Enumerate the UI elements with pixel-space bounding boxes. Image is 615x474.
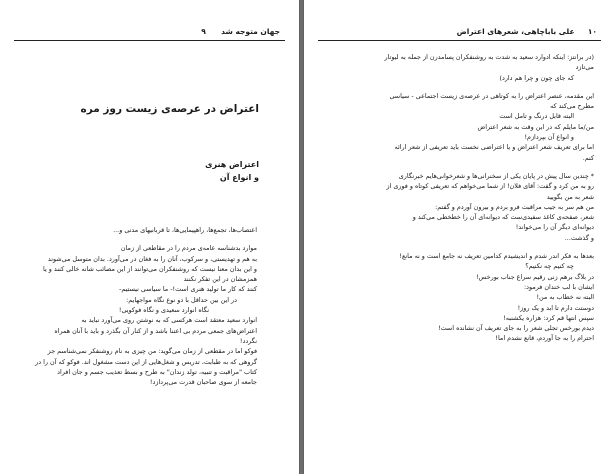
left-page	[0, 0, 299, 474]
running-header-title: جهان متوجه شد	[221, 27, 280, 36]
text-line: همزمشان در این تفکر نکنند	[183, 275, 257, 284]
right-page	[304, 0, 615, 474]
page-number: ۹	[201, 27, 206, 36]
text-line: چه کنیم چه نکنیم؟	[525, 262, 574, 271]
text-line: اعتراض‌های جمعی مردم بی اعتنا باشد و از کنار آن بگذرد و باید با آنان همراه	[54, 326, 257, 335]
text-line: کتاب "مراقبت و تنبیه، تولد زندان" به طرح و بسط تعذیب جسم و جان افراد	[57, 367, 257, 376]
text-line: نگردد!	[239, 336, 257, 345]
text-line: به هم و تهدیستی، و سرکوب، آنان را به فغان در می‌آورد. بدان متوسل می‌شوند	[47, 254, 257, 263]
text-line: می‌تازد	[575, 63, 594, 72]
section-subtitle: و انواع آن	[219, 173, 259, 182]
text-line: گروهی که به طبابت، تدریس و شغل‌هایی از این دست مشغول اند. فوکو که آن را در	[35, 357, 257, 366]
text-line: فوکو اما در مقطعی از زمان می‌گوید: من چیزی به نام روشنفکر نمی‌شناسم جز	[47, 347, 257, 356]
text-line: اما برای تعریف شعر اعتراض و یا اعتراضی نخست باید تعریفی از شعر ارائه	[394, 143, 594, 152]
body-text	[324, 52, 594, 344]
text-line: نگاه انوارد سعیدی و نگاه فوکویی!	[118, 306, 209, 315]
chapter-title: اعتراض در عرصه‌ی زیست روز مره	[80, 103, 259, 115]
text-line: بعدها به فکر اندر شدم و اندیشیدم کدامین تعریف نه جامع است و نه مانع!	[399, 252, 594, 261]
text-line: البته نه خطاب به من!	[536, 293, 594, 302]
text-line: رو به من کرد و گفت: آقای فلان! از شما می‌خواهم که تعریفی کوتاه و فوری از	[386, 182, 594, 191]
text-line: در بلاگ برهم زنی رقیم سراغ جناب بورخس!	[475, 272, 594, 281]
text-line: دیوانه‌ای دیگر آن را می‌خواند!	[515, 223, 594, 232]
text-line: اعتصاب‌ها، تجمع‌ها، راهپیمایی‌ها، تا قربانیهای مدنی و...	[113, 226, 257, 234]
text-line: و این بدان معنا نیست که روشنفکران می‌توانند از این مصائب شانه خالی کنند و یا	[43, 264, 257, 273]
text-line: شعر به من بگویید	[546, 192, 594, 201]
text-line: کنم.	[582, 153, 594, 162]
running-header	[457, 27, 597, 36]
header-rule	[14, 40, 285, 41]
text-line: من/ما مایلم که در این وقت به شعر اعتراض	[477, 122, 594, 131]
section-title: اعتراض هنری	[205, 160, 259, 169]
text-line: من هم سر به جیب مراقبت فرو بردم و بیرون آوردم و گفتم:	[435, 202, 594, 211]
text-line: البته قابل درنگ و تامل است	[499, 112, 574, 121]
text-line: (در برانتز: اینکه ادوارد سعید به شدت به روشنفکران پسامدرن از جمله به لیوتار	[384, 53, 594, 61]
text-line: دوستت دارم تا ابد و یک روز!	[517, 303, 594, 312]
text-line: این مقدمه، عنصر اعتراض را به کوتاهی در عرصه‌ی زیست اجتماعی - سیاسی	[389, 91, 594, 100]
page-number: ۱۰	[587, 27, 597, 36]
running-header-title: علی باباچاهی، شعرهای اعتراض	[456, 27, 575, 36]
body-text	[17, 225, 257, 387]
text-line: جامعه از سوی صاحبان قدرت می‌پردازد!	[149, 378, 257, 387]
text-line: موارد بدشناسه عامه‌ی مردم را در مقاطعی از زمان	[120, 244, 257, 253]
text-line: ایشان با لب خندان فرمود:	[524, 282, 594, 291]
text-line: در این بین حداقل با دو نوع نگاه مواجهایم:	[126, 295, 237, 304]
text-line: دیدم بورخس تجلی شعر را به جای تعریف آن نشانده است!	[438, 324, 594, 333]
text-line: مطرح می‌کند که	[550, 102, 594, 111]
text-line: سپس انتها قم کرد: هزاره یکشنبه!	[503, 313, 594, 322]
text-line: * چندین سال پیش در پایان یکی از سخنرانی‌ها و شعرخوانی‌هایم خبرنگاری	[398, 171, 594, 180]
text-line: که جای چون و چرا هم دارد)	[499, 73, 574, 82]
header-rule	[318, 40, 601, 41]
text-line: انوارد سعید معتقد است هرکسی که به نوشتن روی می‌آورد نباید به	[81, 316, 257, 325]
text-line: احترام را به جا آوردم، قانع نشدم اما!	[495, 334, 594, 343]
running-header	[201, 27, 280, 36]
text-line: و انواع آن بپردازم!	[524, 133, 574, 142]
text-line: شعر، صفحه‌ی کاغذ سفیدی‌ست که دیوانه‌ای آن را خطخطی می‌کند و	[412, 213, 594, 222]
text-line: کنند که کار ما تولید هنری است!- ما سیاسی نیستیم-	[119, 285, 257, 294]
text-line: و گذشت...	[564, 233, 594, 242]
